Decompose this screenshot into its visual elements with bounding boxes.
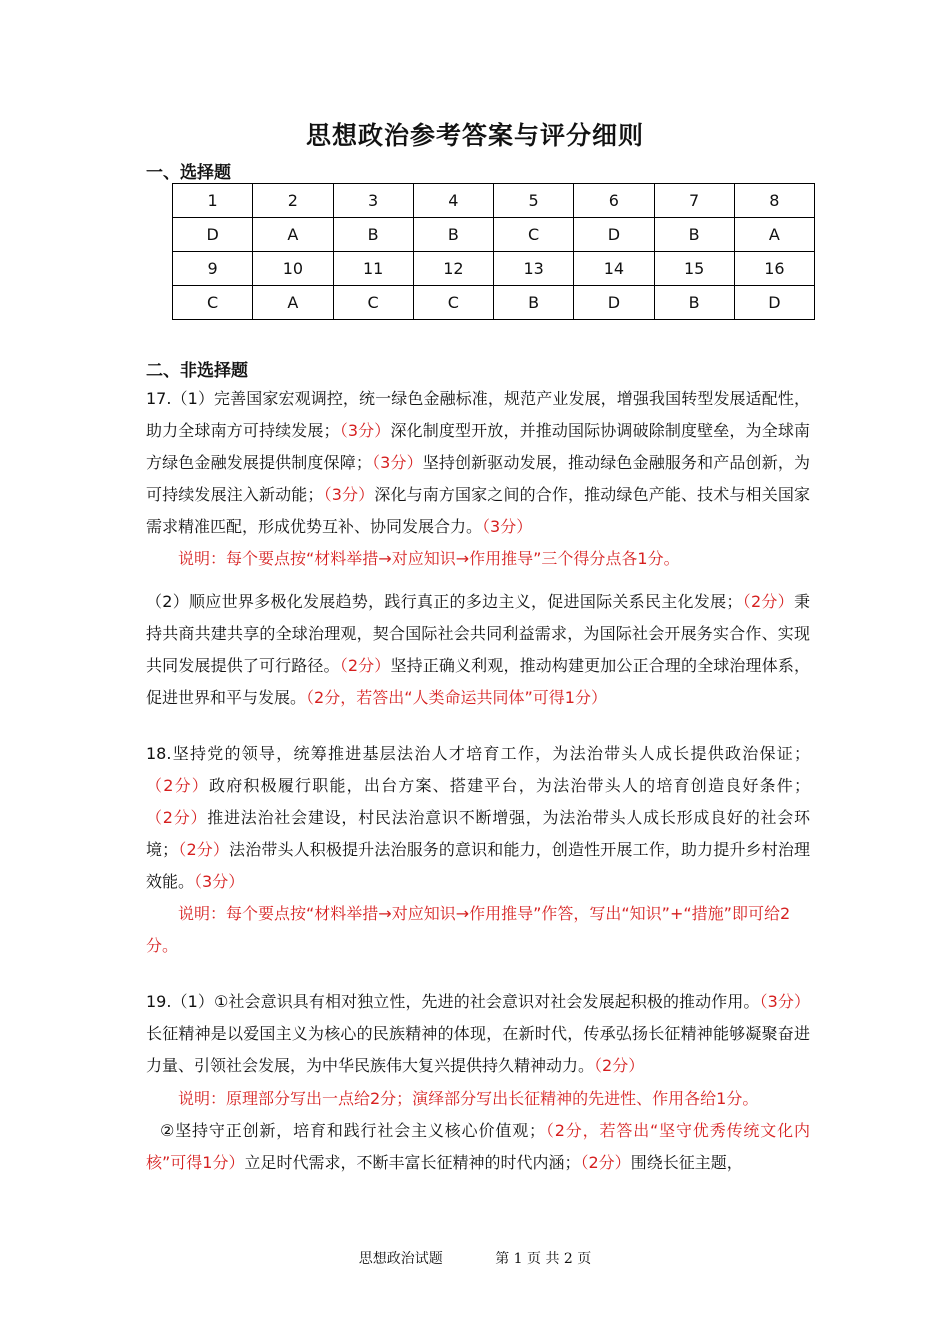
answer-cell: B xyxy=(654,286,734,320)
page-title: 思想政治参考答案与评分细则 xyxy=(305,121,644,150)
score-annotation: （2分） xyxy=(580,1153,631,1172)
question-number-cell: 13 xyxy=(494,252,574,286)
section-heading-choice: 一、选择题 xyxy=(146,163,231,183)
question-number-cell: 7 xyxy=(654,184,734,218)
score-annotation: （3分） xyxy=(339,421,391,440)
footer-page-number: 第 1 页 共 2 页 xyxy=(495,1251,592,1267)
answer-cell: A xyxy=(734,218,814,252)
answer-text: 深化与南方国家之间的合作，推动绿色产能、技术与相关国家需求精准匹配，形成优势互补、协同发展合力。 xyxy=(146,485,810,536)
question-number-cell: 1 xyxy=(173,184,253,218)
answer-text: 立足时代需求，不断丰富长征精神的时代内涵； xyxy=(244,1153,581,1172)
answer-cell: C xyxy=(333,286,413,320)
score-annotation: （3分） xyxy=(323,485,375,504)
question-number-cell: 15 xyxy=(654,252,734,286)
answer-text: 秉持共商共建共享的全球治理观，契合国际社会共同利益需求，为国际社会开展务实合作、实现共同发展提供了可行路径。 xyxy=(146,592,810,675)
answer-cell: C xyxy=(413,286,493,320)
answer-cell: D xyxy=(574,286,654,320)
answer-text: 18.坚持党的领导，统筹推进基层法治人才培育工作，为法治带头人成长提供政治保证； xyxy=(146,744,810,763)
answer-cell: D xyxy=(173,218,253,252)
q19-part2 xyxy=(146,1115,810,1179)
question-number-cell: 3 xyxy=(333,184,413,218)
answer-text: 政府积极履行职能，出台方案、搭建平台，为法治带头人的培育创造良好条件； xyxy=(209,776,810,795)
question-number-cell: 16 xyxy=(734,252,814,286)
q17-part1 xyxy=(146,383,810,543)
q18-answer xyxy=(146,738,810,898)
question-number-cell: 14 xyxy=(574,252,654,286)
answer-text: 法治带头人积极提升法治服务的意识和能力，创造性开展工作，助力提升乡村治理效能。 xyxy=(146,840,810,891)
score-annotation: （2分，若答出“坚守优秀传统文化内核”可得1分） xyxy=(146,1121,810,1172)
score-annotation: （2分） xyxy=(742,592,794,611)
score-annotation: （2分） xyxy=(146,808,208,827)
answer-text: 坚持正确义利观，推动构建更加公正合理的全球治理体系，促进世界和平与发展。 xyxy=(146,656,810,707)
score-annotation: （2分） xyxy=(178,840,230,859)
answer-cell: A xyxy=(253,286,333,320)
score-annotation: （3分） xyxy=(194,872,245,891)
answer-text: 深化制度型开放，并推动国际协调破除制度壁垒，为全球南方绿色金融发展提供制度保障； xyxy=(146,421,810,472)
q17-note: 说明：每个要点按“材料举措→对应知识→作用推导”三个得分点各1分。 xyxy=(178,549,680,568)
question-number-row xyxy=(173,252,815,286)
answer-cell: A xyxy=(253,218,333,252)
question-number-cell: 12 xyxy=(413,252,493,286)
answer-cell: B xyxy=(333,218,413,252)
question-number-cell: 11 xyxy=(333,252,413,286)
answer-row xyxy=(173,218,815,252)
answer-text: 围绕长征主题， xyxy=(630,1153,743,1172)
page-footer xyxy=(0,1248,950,1268)
score-annotation: （2分） xyxy=(594,1056,645,1075)
answer-text: 19.（1）①社会意识具有相对独立性，先进的社会意识对社会发展起积极的推动作用。 xyxy=(146,992,760,1011)
answer-cell: B xyxy=(654,218,734,252)
question-number-cell: 4 xyxy=(413,184,493,218)
answer-cell: C xyxy=(494,218,574,252)
answer-text: 17.（1）完善国家宏观调控，统一绿色金融标准，规范产业发展，增强我国转型发展适配性，助力全球南方可持续发展； xyxy=(146,389,810,440)
question-number-cell: 8 xyxy=(734,184,814,218)
score-annotation: （2分） xyxy=(339,656,391,675)
answer-text: 长征精神是以爱国主义为核心的民族精神的体现，在新时代，传承弘扬长征精神能够凝聚奋进力量、引领社会发展，为中华民族伟大复兴提供持久精神动力。 xyxy=(146,1024,810,1075)
section-heading-nonchoice: 二、非选择题 xyxy=(146,361,248,381)
score-annotation: （3分） xyxy=(759,992,810,1011)
answer-cell: B xyxy=(494,286,574,320)
score-annotation: （3分） xyxy=(482,517,533,536)
q18-note: 说明：每个要点按“材料举措→对应知识→作用推导”作答，写出“知识”+“措施”即可给2分。 xyxy=(146,904,791,955)
answer-cell: B xyxy=(413,218,493,252)
answer-cell: D xyxy=(734,286,814,320)
answer-cell: D xyxy=(574,218,654,252)
question-number-row xyxy=(173,184,815,218)
score-annotation: （3分） xyxy=(371,453,423,472)
q19-note: 说明：原理部分写出一点给2分；演绎部分写出长征精神的先进性、作用各给1分。 xyxy=(178,1089,759,1108)
answer-row xyxy=(173,286,815,320)
question-number-cell: 6 xyxy=(574,184,654,218)
score-annotation: （2分） xyxy=(146,776,210,795)
answer-text: 坚持创新驱动发展，推动绿色金融服务和产品创新，为可持续发展注入新动能； xyxy=(146,453,810,504)
question-number-cell: 2 xyxy=(253,184,333,218)
answer-text: ②坚持守正创新，培育和践行社会主义核心价值观； xyxy=(160,1121,546,1140)
q19-part1 xyxy=(146,986,810,1082)
answer-text: 推进法治社会建设，村民法治意识不断增强，为法治带头人成长形成良好的社会环境； xyxy=(146,808,810,859)
question-number-cell: 9 xyxy=(173,252,253,286)
question-number-cell: 10 xyxy=(253,252,333,286)
footer-subject: 思想政治试题 xyxy=(358,1251,443,1267)
answer-cell: C xyxy=(173,286,253,320)
question-number-cell: 5 xyxy=(494,184,574,218)
q17-part2 xyxy=(146,586,810,714)
score-annotation: （2分，若答出“人类命运共同体”可得1分） xyxy=(306,688,607,707)
answer-text: （2）顺应世界多极化发展趋势，践行真正的多边主义，促进国际关系民主化发展； xyxy=(146,592,743,611)
answer-table xyxy=(172,183,815,320)
